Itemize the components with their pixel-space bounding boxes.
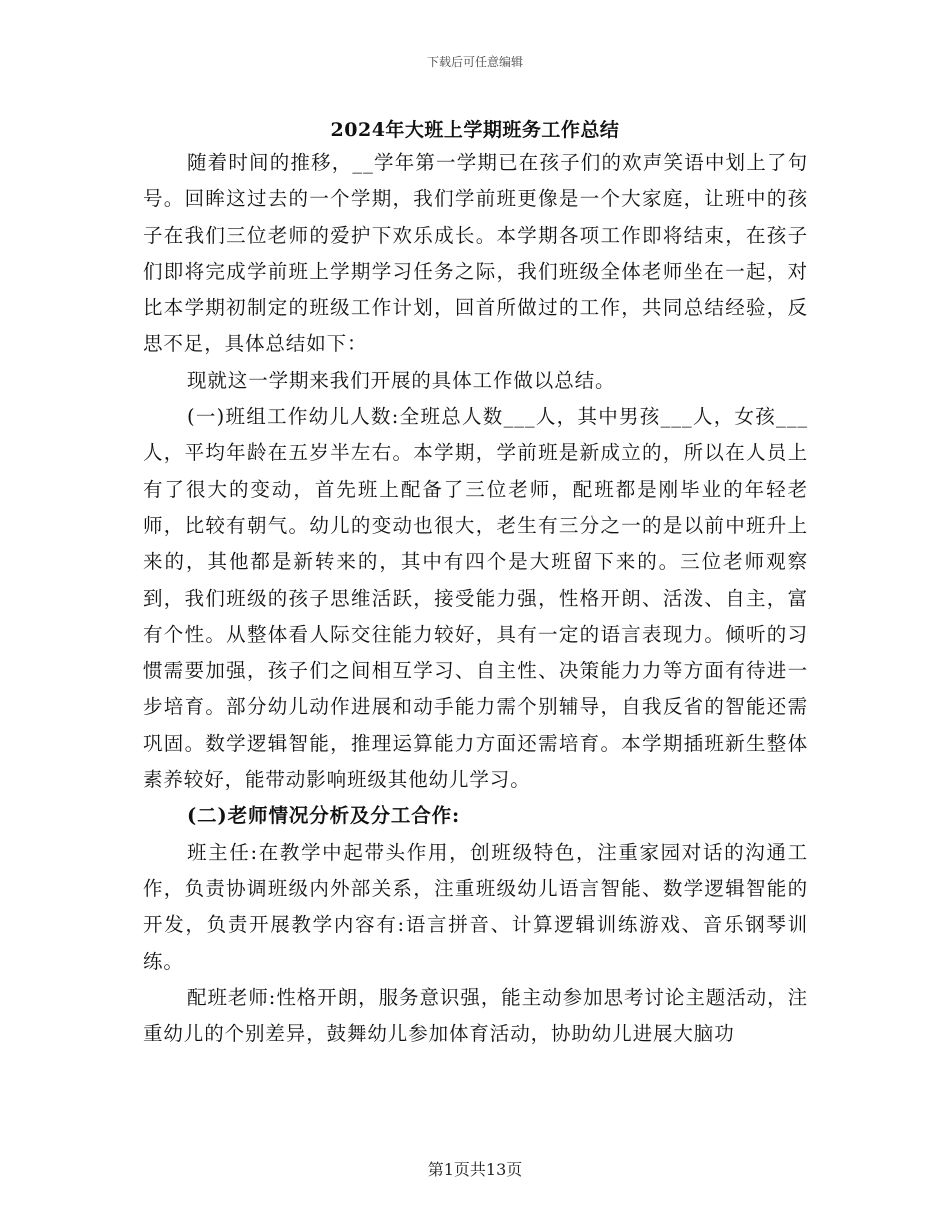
paragraph-head-teacher: 班主任:在教学中起带头作用，创班级特色，注重家园对话的沟通工作，负责协调班级内外部关系，注重班级幼儿语言智能、数学逻辑智能的开发，负责开展教学内容有:语言拼音、计算逻辑训练游戏、音乐钢琴训练。	[143, 840, 808, 973]
section-heading-teachers: (二)老师情况分析及分工合作:	[187, 804, 461, 828]
page-header: 下载后可任意编辑	[426, 55, 523, 69]
paragraph-class-staff: (一)班组工作幼儿人数:全班总人数___人，其中男孩___人，女孩___人，平均年龄在五岁半左右。本学期，学前班是新成立的，所以在人员上有了很大的变动，首先班上配备了三位老师，配班都是刚毕业的年轻老师，比较有朝气。幼儿的变动也很大，老生有三分之一的是以前中班升上来的，其他都是新转来的，其中有四个是大班留下来的。三位老师观察到，我们班级的孩子思维活跃，接受能力强，性格开朗、活泼、自主，富有个性。从整体看人际交往能力较好，具有一定的语言表现力。倾听的习惯需要加强，孩子们之间相互学习、自主性、决策能力力等方面有待进一步培育。部分幼儿动作进展和动手能力需个别辅导，自我反省的智能还需巩固。数学逻辑智能，推理运算能力方面还需培育。本学期插班新生整体素养较好，能带动影响班级其他幼儿学习。	[143, 405, 808, 792]
paragraph-intro: 随着时间的推移，__学年第一学期已在孩子们的欢声笑语中划上了句号。回眸这过去的一个学期，我们学前班更像是一个大家庭，让班中的孩子在我们三位老师的爱护下欢乐成长。本学期各项工作即将结束，在孩子们即将完成学前班上学期学习任务之际，我们班级全体老师坐在一起，对比本学期初制定的班级工作计划，回首所做过的工作，共同总结经验，反思不足，具体总结如下：	[143, 151, 808, 356]
paragraph-assistant-teacher: 配班老师:性格开朗，服务意识强，能主动参加思考讨论主题活动，注重幼儿的个别差异，鼓舞幼儿参加体育活动，协助幼儿进展大脑功	[143, 985, 808, 1046]
document-body	[143, 145, 808, 1052]
page-footer: 第1页共13页	[427, 1160, 523, 1179]
paragraph-summary-lead: 现就这一学期来我们开展的具体工作做以总结。	[187, 368, 616, 392]
document-title: 2024年大班上学期班务工作总结	[330, 119, 620, 141]
